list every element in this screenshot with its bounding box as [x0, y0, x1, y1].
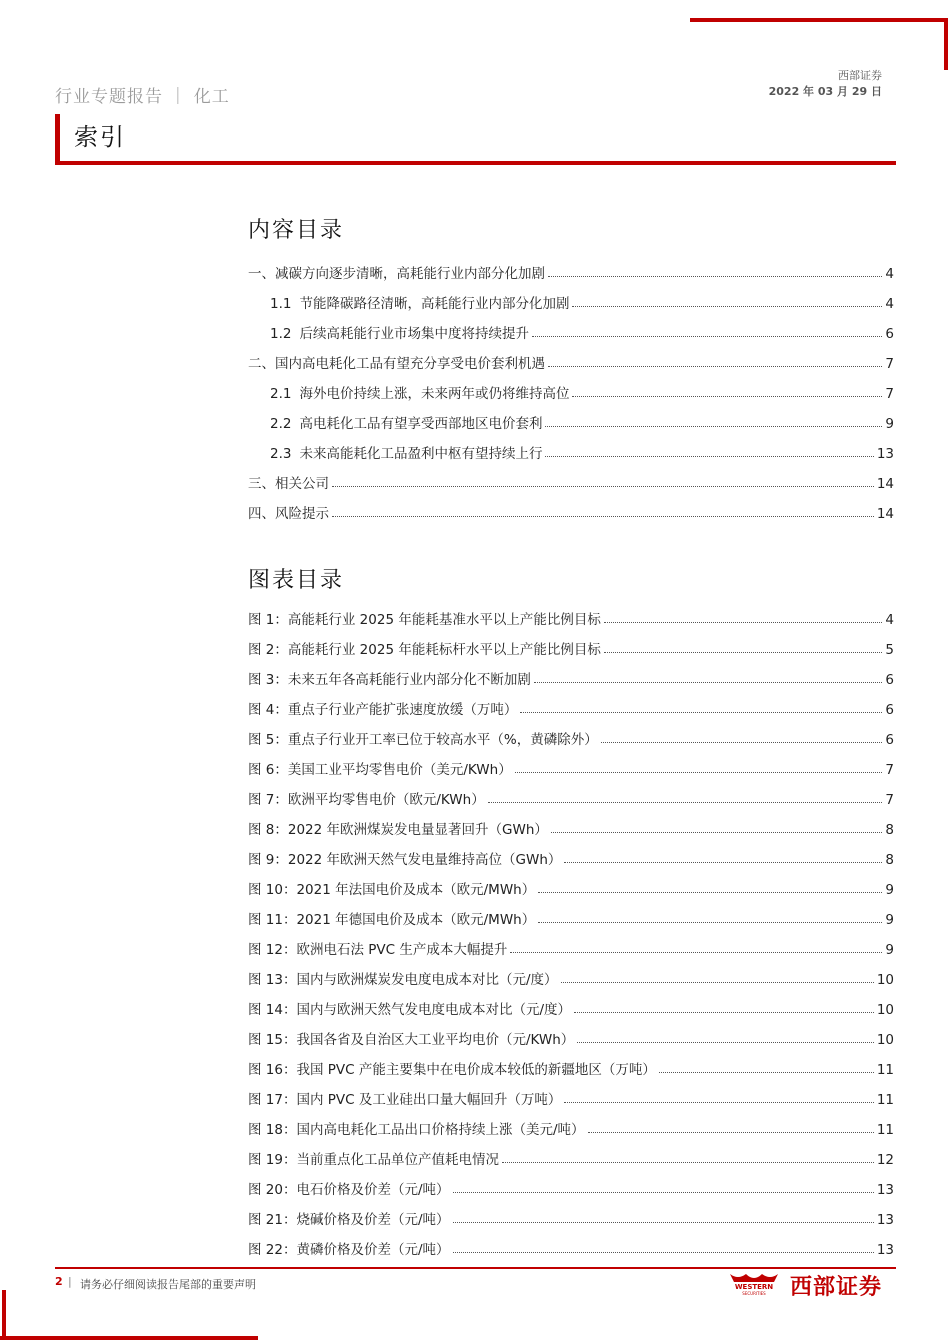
toc-dot-leader	[564, 862, 882, 863]
corner-decoration-bottom	[0, 1336, 258, 1340]
toc-entry[interactable]	[248, 1236, 894, 1258]
toc-dot-leader	[604, 622, 883, 623]
contents-title: 内容目录	[248, 218, 345, 243]
toc-entry-text: 图 21：烧碱价格及价差（元/吨）	[248, 1212, 450, 1228]
figures-title: 图表目录	[248, 568, 345, 593]
toc-entry[interactable]	[248, 1026, 894, 1048]
toc-entry[interactable]	[248, 876, 894, 898]
toc-entry[interactable]	[248, 606, 894, 628]
toc-dot-leader	[488, 802, 883, 803]
toc-entry-text: 图 17：国内 PVC 及工业硅出口量大幅回升（万吨）	[248, 1092, 562, 1108]
footer-disclaimer: 请务必仔细阅读报告尾部的重要声明	[80, 1278, 256, 1291]
toc-entry-page: 11	[876, 1122, 894, 1138]
toc-entry[interactable]	[248, 260, 894, 282]
toc-entry-page: 14	[876, 506, 894, 522]
toc-entry-text: 图 11：2021 年德国电价及成本（欧元/MWh）	[248, 912, 536, 928]
toc-dot-leader	[515, 772, 883, 773]
toc-dot-leader	[561, 982, 874, 983]
toc-entry-page: 9	[885, 416, 894, 432]
toc-entry-page: 10	[876, 1002, 894, 1018]
toc-dot-leader	[572, 396, 882, 397]
section-title: 索引	[74, 123, 126, 151]
page-number: 2	[55, 1275, 63, 1288]
toc-entry-text: 图 9：2022 年欧洲天然气发电量维持高位（GWh）	[248, 852, 562, 868]
toc-entry-page: 4	[885, 266, 894, 282]
toc-entry-page: 8	[885, 852, 894, 868]
toc-entry-text: 图 14：国内与欧洲天然气发电度电成本对比（元/度）	[248, 1002, 572, 1018]
header-company: 西部证券	[838, 69, 882, 82]
toc-entry-text: 图 12：欧洲电石法 PVC 生产成本大幅提升	[248, 942, 508, 958]
corner-decoration-top-vertical	[944, 18, 948, 70]
toc-entry-page: 13	[876, 446, 894, 462]
report-type: 行业专题报告 ｜ 化工	[55, 87, 230, 107]
toc-dot-leader	[332, 486, 874, 487]
toc-dot-leader	[564, 1102, 873, 1103]
toc-entry[interactable]	[248, 966, 894, 988]
header-divider	[55, 161, 896, 165]
toc-dot-leader	[538, 922, 882, 923]
section-marker	[55, 114, 60, 161]
toc-entry-text: 高电耗化工品有望享受西部地区电价套利	[299, 416, 543, 432]
toc-entry-number: 2.1	[270, 386, 292, 402]
toc-entry-text: 图 8：2022 年欧洲煤炭发电量显著回升（GWh）	[248, 822, 548, 838]
toc-entry-text: 图 22：黄磷价格及价差（元/吨）	[248, 1242, 450, 1258]
toc-entry-text: 图 3：未来五年各高耗能行业内部分化不断加剧	[248, 672, 531, 688]
toc-entry-page: 7	[885, 386, 894, 402]
toc-entry-page: 6	[885, 702, 894, 718]
toc-entry-page: 9	[885, 942, 894, 958]
corner-decoration-top	[690, 18, 948, 22]
toc-entry-text: 图 16：我国 PVC 产能主要集中在电价成本较低的新疆地区（万吨）	[248, 1062, 656, 1078]
toc-entry-page: 4	[885, 612, 894, 628]
toc-entry[interactable]	[248, 786, 894, 808]
toc-entry-page: 10	[876, 972, 894, 988]
toc-entry[interactable]	[270, 440, 894, 462]
toc-entry[interactable]	[248, 636, 894, 658]
toc-entry-page: 12	[876, 1152, 894, 1168]
toc-entry-text: 图 19：当前重点化工品单位产值耗电情况	[248, 1152, 499, 1168]
toc-entry-text: 图 15：我国各省及自治区大工业平均电价（元/KWh）	[248, 1032, 575, 1048]
toc-entry[interactable]	[248, 1086, 894, 1108]
toc-entry-text: 图 20：电石价格及价差（元/吨）	[248, 1182, 450, 1198]
toc-entry-text: 图 10：2021 年法国电价及成本（欧元/MWh）	[248, 882, 536, 898]
toc-dot-leader	[551, 832, 883, 833]
toc-dot-leader	[332, 516, 874, 517]
toc-dot-leader	[588, 1132, 874, 1133]
toc-dot-leader	[520, 712, 882, 713]
toc-dot-leader	[572, 306, 882, 307]
toc-entry[interactable]	[248, 906, 894, 928]
toc-dot-leader	[601, 742, 883, 743]
toc-entry-text: 未来高能耗化工品盈利中枢有望持续上行	[299, 446, 543, 462]
toc-dot-leader	[453, 1252, 874, 1253]
toc-entry[interactable]	[248, 1206, 894, 1228]
toc-entry[interactable]	[248, 936, 894, 958]
toc-entry[interactable]	[248, 1176, 894, 1198]
toc-entry-text: 图 7：欧洲平均零售电价（欧元/KWh）	[248, 792, 485, 808]
toc-entry-page: 13	[876, 1212, 894, 1228]
toc-entry[interactable]	[248, 350, 894, 372]
toc-entry[interactable]	[248, 756, 894, 778]
toc-entry-page: 11	[876, 1062, 894, 1078]
toc-entry-page: 6	[885, 326, 894, 342]
toc-dot-leader	[545, 426, 882, 427]
toc-entry[interactable]	[248, 726, 894, 748]
toc-dot-leader	[510, 952, 882, 953]
toc-entry-page: 9	[885, 882, 894, 898]
toc-entry-text: 一、减碳方向逐步清晰，高耗能行业内部分化加剧	[248, 266, 545, 282]
company-logo-icon	[724, 1270, 784, 1296]
toc-entry-page: 9	[885, 912, 894, 928]
toc-entry-page: 13	[876, 1242, 894, 1258]
toc-entry-text: 后续高耗能行业市场集中度将持续提升	[299, 326, 529, 342]
toc-dot-leader	[502, 1162, 874, 1163]
toc-entry-text: 图 2：高能耗行业 2025 年能耗标杆水平以上产能比例目标	[248, 642, 601, 658]
toc-dot-leader	[574, 1012, 874, 1013]
company-logo-text: 西部证券	[790, 1275, 883, 1300]
toc-entry-number: 1.1	[270, 296, 292, 312]
toc-entry-page: 4	[885, 296, 894, 312]
toc-dot-leader	[453, 1192, 874, 1193]
toc-dot-leader	[534, 682, 883, 683]
toc-dot-leader	[659, 1072, 874, 1073]
toc-entry-text: 图 13：国内与欧洲煤炭发电度电成本对比（元/度）	[248, 972, 558, 988]
toc-entry-text: 四、风险提示	[248, 506, 329, 522]
toc-entry[interactable]	[270, 290, 894, 312]
toc-entry-page: 14	[876, 476, 894, 492]
toc-entry-text: 海外电价持续上涨，未来两年或仍将维持高位	[299, 386, 570, 402]
toc-dot-leader	[453, 1222, 874, 1223]
toc-dot-leader	[577, 1042, 874, 1043]
toc-entry[interactable]	[248, 1056, 894, 1078]
toc-dot-leader	[548, 366, 882, 367]
toc-entry-text: 图 6：美国工业平均零售电价（美元/KWh）	[248, 762, 512, 778]
toc-entry-text: 图 5：重点子行业开工率已位于较高水平（%，黄磷除外）	[248, 732, 598, 748]
toc-entry[interactable]	[248, 696, 894, 718]
toc-entry[interactable]	[248, 1146, 894, 1168]
toc-entry-text: 节能降碳路径清晰，高耗能行业内部分化加剧	[299, 296, 570, 312]
toc-entry-text: 图 18：国内高电耗化工品出口价格持续上涨（美元/吨）	[248, 1122, 585, 1138]
toc-entry-page: 8	[885, 822, 894, 838]
corner-decoration-bottom-vertical	[2, 1290, 6, 1340]
header-date: 2022 年 03 月 29 日	[768, 85, 882, 98]
toc-entry-text: 图 4：重点子行业产能扩张速度放缓（万吨）	[248, 702, 518, 718]
toc-entry-text: 二、国内高电耗化工品有望充分享受电价套利机遇	[248, 356, 545, 372]
toc-entry-page: 7	[885, 792, 894, 808]
toc-entry[interactable]	[248, 470, 894, 492]
toc-entry-text: 图 1：高能耗行业 2025 年能耗基准水平以上产能比例目标	[248, 612, 601, 628]
toc-entry-page: 7	[885, 762, 894, 778]
toc-entry[interactable]	[248, 846, 894, 868]
toc-entry[interactable]	[248, 996, 894, 1018]
toc-entry[interactable]	[248, 816, 894, 838]
toc-dot-leader	[548, 276, 882, 277]
toc-entry[interactable]	[248, 666, 894, 688]
toc-entry-number: 1.2	[270, 326, 292, 342]
toc-dot-leader	[545, 456, 873, 457]
toc-entry-page: 11	[876, 1092, 894, 1108]
logo-text-en: WESTERN	[734, 1283, 774, 1291]
toc-entry-text: 三、相关公司	[248, 476, 329, 492]
toc-entry-page: 10	[876, 1032, 894, 1048]
toc-entry-page: 7	[885, 356, 894, 372]
toc-entry-page: 6	[885, 672, 894, 688]
toc-entry-number: 2.2	[270, 416, 292, 432]
toc-entry[interactable]	[270, 410, 894, 432]
toc-entry[interactable]	[270, 380, 894, 402]
logo-text-en-sub: SECURITIES	[742, 1291, 766, 1296]
toc-dot-leader	[538, 892, 882, 893]
toc-entry-page: 13	[876, 1182, 894, 1198]
toc-entry-page: 5	[885, 642, 894, 658]
footer-separator: |	[68, 1275, 72, 1288]
toc-dot-leader	[604, 652, 883, 653]
toc-entry[interactable]	[248, 1116, 894, 1138]
footer-divider	[55, 1267, 896, 1269]
toc-entry-number: 2.3	[270, 446, 292, 462]
toc-dot-leader	[532, 336, 882, 337]
toc-entry[interactable]	[270, 320, 894, 342]
toc-entry[interactable]	[248, 500, 894, 522]
toc-entry-page: 6	[885, 732, 894, 748]
